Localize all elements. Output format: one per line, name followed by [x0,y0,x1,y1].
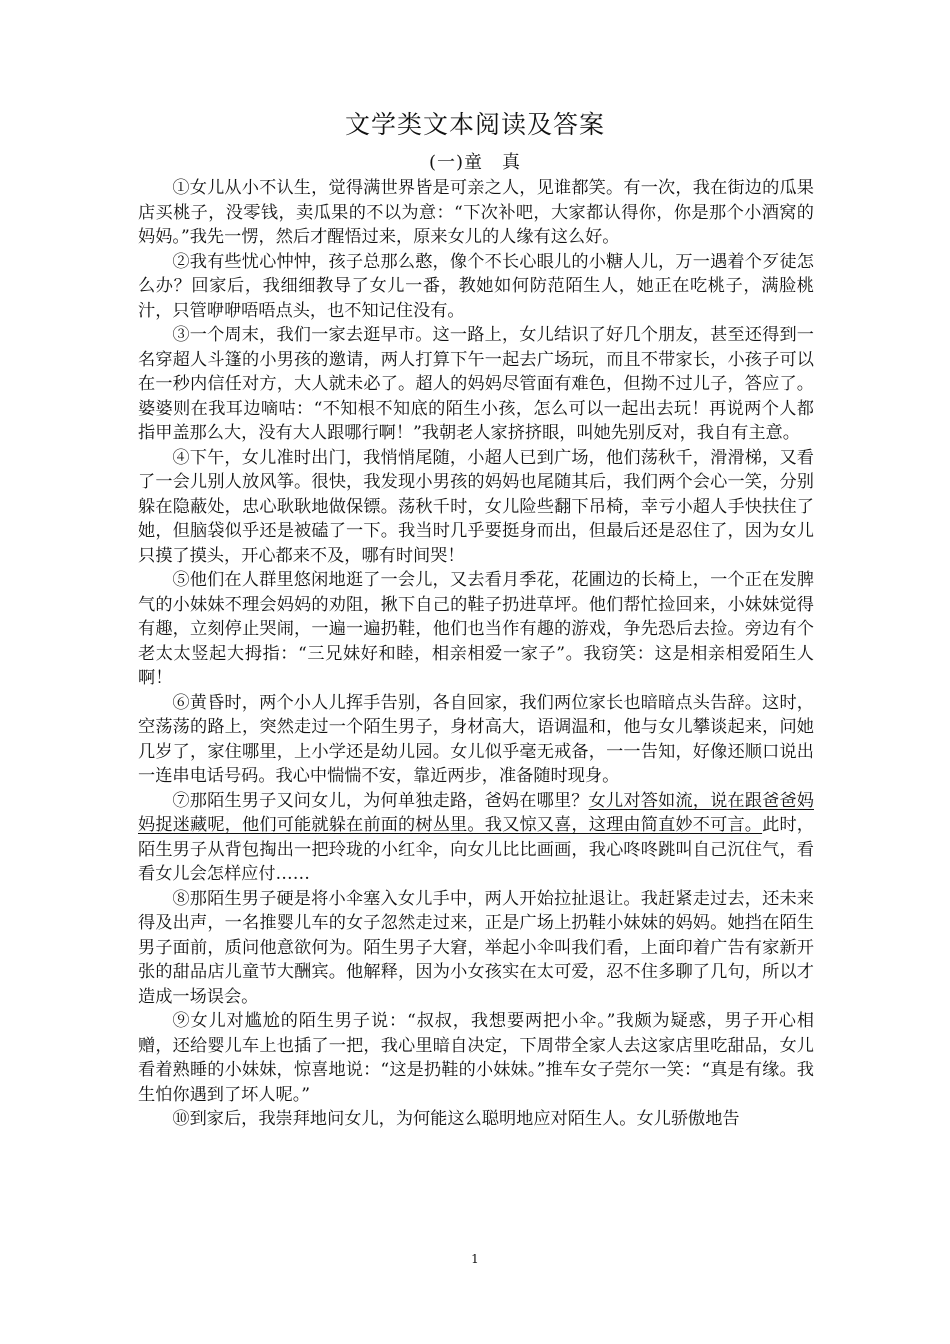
paragraph-7-lead: ⑦那陌生男子又问女儿，为何单独走路，爸妈在哪里？ [172,790,589,811]
paragraph-7 [138,789,814,887]
article-body [138,176,814,1132]
underlined-passage: 女儿对答如流，说在跟爸爸妈妈捉迷藏呢，他们可能就躲在前面的树丛里。我又惊又喜，这理由简直妙不可言。 [138,790,814,835]
section-title: (一)童 真 [428,152,522,173]
paragraph-6: ⑥黄昏时，两个小人儿挥手告别，各自回家，我们两位家长也暗暗点头告辞。这时，空荡荡的路上，突然走过一个陌生男子，身材高大，语调温和，他与女儿攀谈起来，问她几岁了，家住哪里，上小学还是幼儿园。女儿似乎毫无戒备，一一告知，好像还顺口说出一连串电话号码。我心中惴惴不安，靠近两步，准备随时现身。 [138,692,814,786]
paragraph-10: ⑩到家后，我崇拜地问女儿，为何能这么聪明地应对陌生人。女儿骄傲地告 [172,1109,740,1129]
page-number: 1 [471,1252,479,1266]
paragraph-8: ⑧那陌生男子硬是将小伞塞入女儿手中，两人开始拉扯退让。我赶紧走过去，还未来得及出声，一名推婴儿车的女子忽然走过来，正是广场上扔鞋小妹妹的妈妈。她挡在陌生男子面前，质问他意欲何为。陌生男子大窘，举起小伞叫我们看，上面印着广告有家新开张的甜品店儿童节大酬宾。他解释，因为小女孩实在太可爱，忍不住多聊了几句，所以才造成一场误会。 [138,888,814,1007]
paragraph-7-tail: 此时，陌生男子从背包掏出一把玲珑的小红伞，向女儿比比画画，我心咚咚跳叫自己沉住气，看看女儿会怎样应付…… [138,815,814,884]
paragraph-5: ⑤他们在人群里悠闲地逛了一会儿，又去看月季花，花圃边的长椅上，一个正在发脾气的小妹妹不理会妈妈的劝阻，揪下自己的鞋子扔进草坪。他们帮忙捡回来，小妹妹觉得有趣，立刻停止哭闹，一遍一遍扔鞋，他们也当作有趣的游戏，争先恐后去捡。旁边有个老太太竖起大拇指：“三兄妹好和睦，相亲相爱一家子”。我窃笑：这是相亲相爱陌生人啊！ [138,570,814,688]
paragraph-2: ②我有些忧心忡忡，孩子总那么憨，像个不长心眼儿的小糖人儿，万一遇着个歹徒怎么办？回家后，我细细教导了女儿一番，教她如何防范陌生人，她正在吃桃子，满脸桃汁，只管咿咿唔唔点头，也不知记住没有。 [138,251,814,321]
paragraph-9: ⑨女儿对尴尬的陌生男子说：“叔叔，我想要两把小伞。”我颇为疑惑，男子开心相赠，还给婴儿车上也插了一把，我心里暗自决定，下周带全家人去这家店里吃甜品，女儿看着熟睡的小妹妹，惊喜地说：“这是扔鞋的小妹妹。”推车女子莞尔一笑：“真是有缘。我生怕你遇到了坏人呢。” [138,1011,814,1105]
paragraph-4: ④下午，女儿准时出门，我悄悄尾随，小超人已到广场，他们荡秋千，滑滑梯，又看了一会儿别人放风筝。很快，我发现小男孩的妈妈也尾随其后，我们两个会心一笑，分别躲在隐蔽处，忠心耿耿地做保镖。荡秋千时，女儿险些翻下吊椅，幸亏小超人手快扶住了她，但脑袋似乎还是被磕了一下。我当时几乎要挺身而出，但最后还是忍住了，因为女儿只摸了摸头，开心都来不及，哪有时间哭！ [138,447,814,566]
document-title: 文学类文本阅读及答案 [344,110,605,139]
paragraph-3: ③一个周末，我们一家去逛早市。这一路上，女儿结识了好几个朋友，甚至还得到一名穿超人斗篷的小男孩的邀请，两人打算下午一起去广场玩，而且不带家长，小孩子可以在一秒内信任对方，大人就未必了。超人的妈妈尽管面有难色，但拗不过儿子，答应了。婆婆则在我耳边嘀咕：“不知根不知底的陌生小孩，怎么可以一起出去玩！再说两个人都指甲盖那么大，没有大人跟哪行啊！”我朝老人家挤挤眼，叫她先别反对，我自有主意。 [138,325,814,443]
paragraph-1: ①女儿从小不认生，觉得满世界皆是可亲之人，见谁都笑。有一次，我在街边的瓜果店买桃子，没零钱，卖瓜果的不以为意：“下次补吧，大家都认得你，你是那个小酒窝的妈妈。”我先一愣，然后才醒悟过来，原来女儿的人缘有这么好。 [138,178,814,247]
